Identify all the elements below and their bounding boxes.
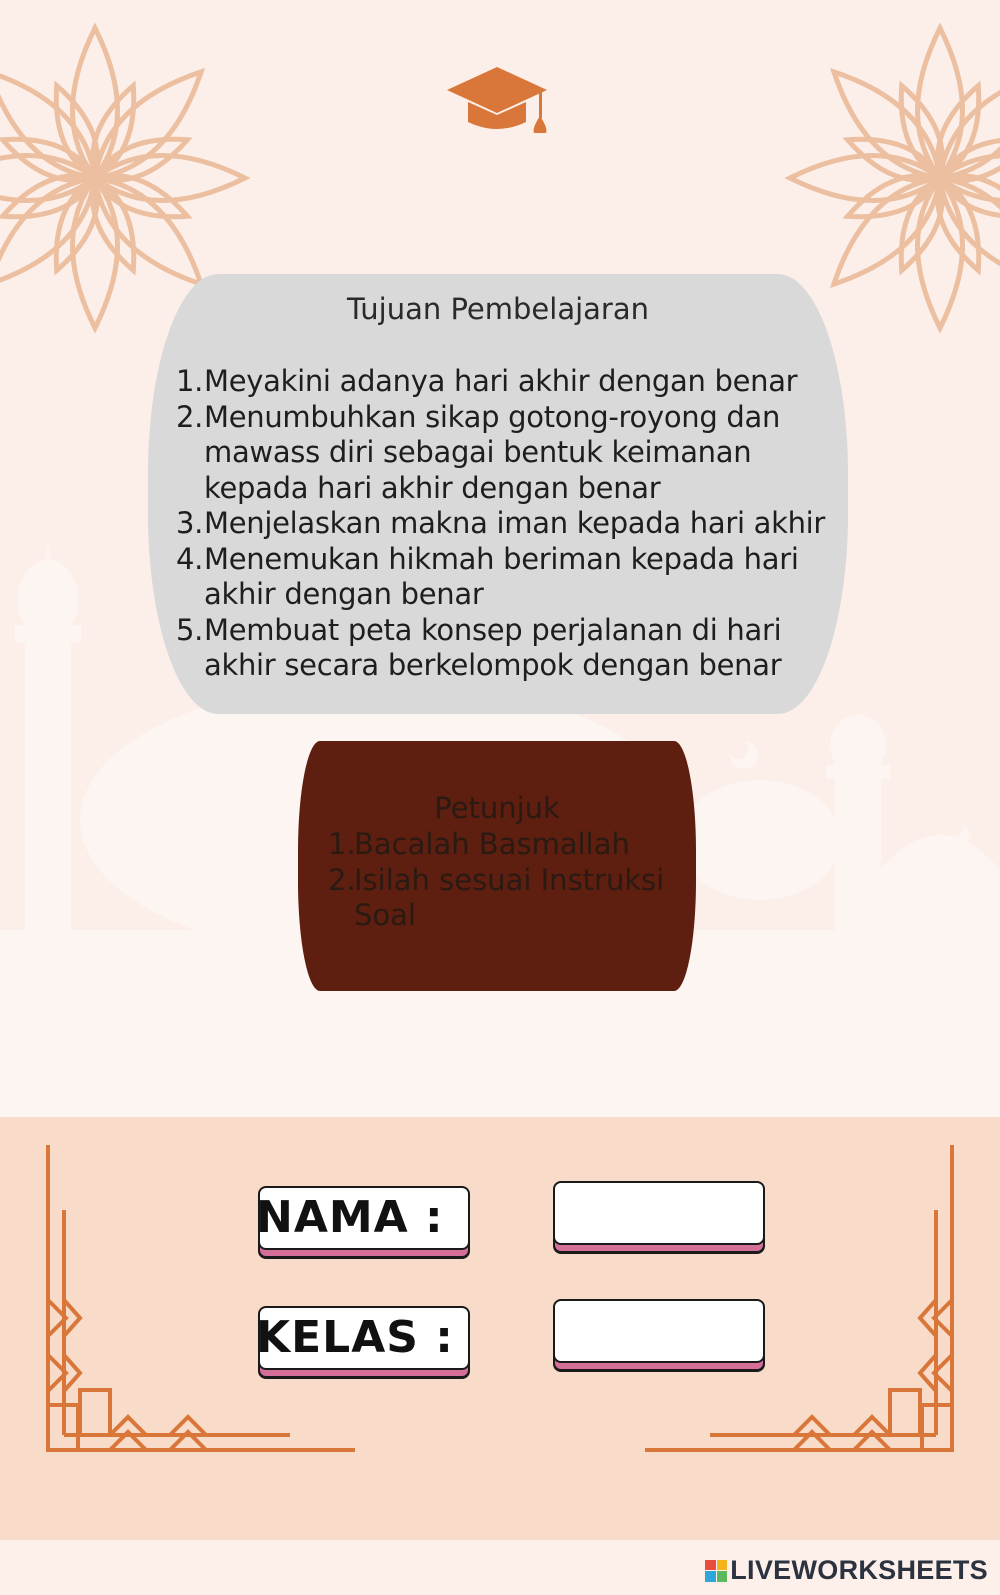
instructions-list xyxy=(328,827,678,934)
item-number: 4. xyxy=(176,541,204,576)
kelas-label: KELAS : xyxy=(256,1312,454,1363)
item-number: 2. xyxy=(328,862,356,897)
liveworksheets-brand[interactable] xyxy=(705,1555,988,1586)
brand-name: LIVEWORKSHEETS xyxy=(730,1555,988,1585)
list-item xyxy=(176,400,836,507)
item-text: Menemukan hikmah beriman kepada hari akhir dengan benar xyxy=(204,541,799,611)
learning-objectives-panel xyxy=(148,274,848,714)
instructions-panel xyxy=(298,741,696,991)
list-item xyxy=(176,542,836,613)
item-number: 1. xyxy=(176,364,204,398)
item-number: 2. xyxy=(176,399,204,434)
item-text: Meyakini adanya hari akhir dengan benar xyxy=(204,364,798,398)
item-text: Isilah sesuai Instruksi Soal xyxy=(354,862,665,932)
item-text: Membuat peta konsep perjalanan di hari akhir secara berkelompok dengan benar xyxy=(204,612,782,682)
kelas-label-box xyxy=(258,1306,470,1370)
learning-objectives-list xyxy=(176,364,836,684)
graduation-cap-icon xyxy=(447,67,547,133)
list-item xyxy=(328,827,678,863)
list-item xyxy=(328,863,678,934)
item-text: Bacalah Basmallah xyxy=(354,827,630,861)
item-number: 3. xyxy=(176,506,204,540)
instructions-title: Petunjuk xyxy=(434,791,560,825)
list-item xyxy=(176,506,836,542)
nama-label-box xyxy=(258,1186,470,1250)
item-text: Menjelaskan makna iman kepada hari akhir xyxy=(204,506,826,540)
item-number: 5. xyxy=(176,612,204,647)
nama-label: NAMA : xyxy=(256,1192,444,1243)
kelas-input[interactable] xyxy=(553,1299,765,1363)
nama-input[interactable] xyxy=(553,1181,765,1245)
list-item xyxy=(176,613,836,684)
item-number: 1. xyxy=(328,827,356,861)
learning-objectives-title: Tujuan Pembelajaran xyxy=(346,292,650,326)
liveworksheets-logo-icon xyxy=(705,1560,727,1582)
item-text: Menumbuhkan sikap gotong-royong dan mawass diri sebagai bentuk keimanan kepada hari akhir dengan benar xyxy=(204,399,781,505)
list-item xyxy=(176,364,836,400)
